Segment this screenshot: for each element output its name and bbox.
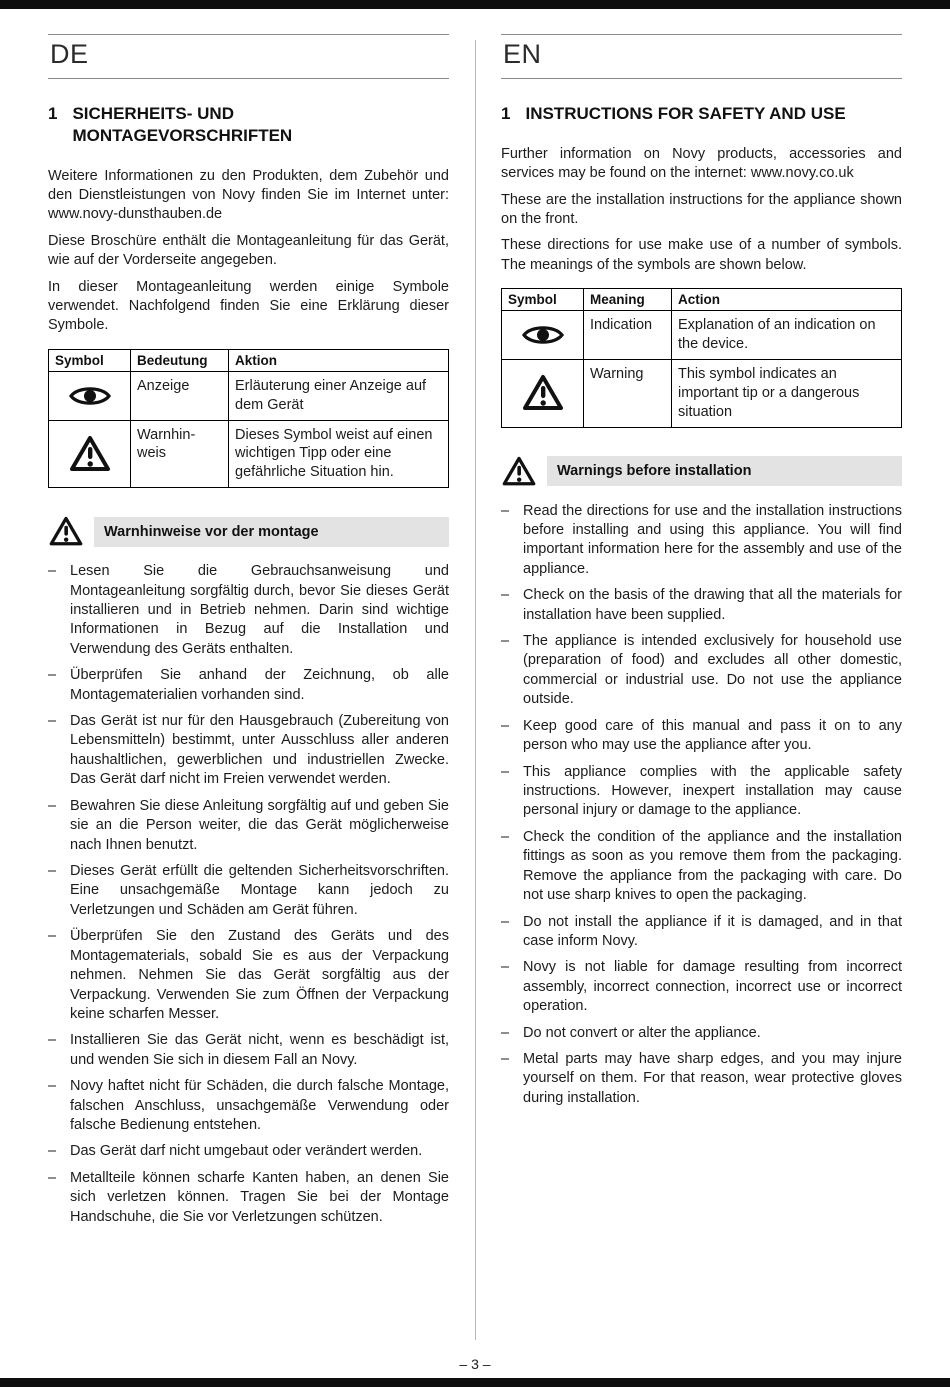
warning-banner-en bbox=[501, 455, 902, 488]
table-cell-meaning: Indication bbox=[584, 311, 672, 360]
list-item-text: Check on the basis of the drawing that all the materials for installation have been supplied. bbox=[523, 587, 902, 623]
list-item bbox=[48, 1169, 449, 1227]
list-item bbox=[501, 1024, 902, 1043]
table-header-row bbox=[502, 289, 902, 311]
table-header-action: Aktion bbox=[229, 349, 449, 371]
list-item-marker: – bbox=[48, 863, 57, 879]
list-item-text: Do not convert or alter the appliance. bbox=[523, 1024, 761, 1041]
language-code-de bbox=[48, 34, 449, 79]
list-item-marker: – bbox=[501, 1051, 510, 1068]
section-number: 1 bbox=[48, 104, 58, 123]
list-item-marker: – bbox=[501, 587, 510, 604]
table-header-meaning: Bedeutung bbox=[131, 349, 229, 371]
section-title: SICHERHEITS- UND MONTAGEVORSCHRIFTEN bbox=[72, 104, 293, 145]
table-cell-action: Dieses Symbol weist auf einen wichtigen Tipp oder eine gefährliche Situation hin. bbox=[229, 420, 449, 488]
language-label: DE bbox=[50, 39, 89, 69]
list-item-marker: – bbox=[501, 633, 510, 650]
page-number: – 3 – bbox=[459, 1356, 491, 1372]
table-cell-action: This symbol indicates an important tip or a dangerous situation bbox=[672, 359, 902, 427]
warning-icon bbox=[508, 373, 577, 413]
list-item bbox=[501, 913, 902, 952]
list-item bbox=[501, 717, 902, 756]
table-row bbox=[49, 420, 449, 488]
paragraph: These are the installation instructions for the appliance shown on the front. bbox=[501, 191, 902, 228]
intro-paragraphs-en bbox=[501, 145, 902, 276]
list-item-text: Novy is not liable for damage resulting from incorrect assembly, incorrect connection, incorrect use or incorrect operation. bbox=[523, 959, 902, 1015]
table-row bbox=[49, 371, 449, 420]
column-en bbox=[501, 34, 902, 1340]
list-item-marker: – bbox=[48, 1032, 57, 1049]
list-item-text: Novy haftet nicht für Schäden, die durch falsche Montage, falschen Anschluss, unsachgemäße Verwendung oder falsche Bedienung entstehen. bbox=[70, 1078, 449, 1134]
eye-icon bbox=[508, 322, 577, 348]
table-header-row bbox=[49, 349, 449, 371]
table-cell-meaning: Warnhin-weis bbox=[131, 420, 229, 488]
list-item bbox=[48, 562, 449, 659]
list-item bbox=[501, 958, 902, 1016]
warning-icon bbox=[48, 515, 84, 548]
list-item-marker: – bbox=[48, 667, 57, 684]
list-item-marker: – bbox=[501, 502, 510, 519]
list-item-marker: – bbox=[48, 797, 57, 814]
table-cell-action: Erläuterung einer Anzeige auf dem Gerät bbox=[229, 371, 449, 420]
list-item bbox=[48, 666, 449, 705]
table-row bbox=[502, 359, 902, 427]
table-header-meaning: Meaning bbox=[584, 289, 672, 311]
paragraph: These directions for use make use of a number of symbols. The meanings of the symbols are shown below. bbox=[501, 237, 902, 273]
list-item-text: Lesen Sie die Gebrauchsanweisung und Montageanleitung sorgfältig durch, bevor Sie dieses Gerät installieren und in Betrieb nehmen. Darin sind wichtige Informationen in Bezug auf die Installation und Verwendung des Geräts enthalten. bbox=[70, 563, 449, 657]
list-item bbox=[501, 502, 902, 580]
list-item bbox=[501, 763, 902, 821]
paragraph: Weitere Informationen zu den Produkten, dem Zubehör und den Dienstleistungen von Novy finden Sie im Internet unter: www.novy-dunsthauben.de bbox=[48, 167, 449, 223]
list-item-text: Bewahren Sie diese Anleitung sorgfältig auf und geben Sie sie an die Person weiter, die das Gerät möglicherweise nach Ihnen benutzt. bbox=[70, 797, 449, 853]
list-item bbox=[48, 862, 449, 920]
list-item-marker: – bbox=[501, 828, 510, 845]
language-label: EN bbox=[503, 39, 542, 69]
table-row bbox=[502, 311, 902, 360]
symbol-table-de bbox=[48, 349, 449, 488]
page-bottom-border bbox=[0, 1378, 950, 1387]
list-item-marker: – bbox=[48, 1143, 57, 1160]
list-item-marker: – bbox=[501, 959, 510, 976]
list-item-text: Installieren Sie das Gerät nicht, wenn es beschädigt ist, und wenden Sie sich in diesem Fall an Novy. bbox=[70, 1032, 449, 1068]
instruction-list-de bbox=[48, 562, 449, 1227]
list-item-text: Do not install the appliance if it is damaged, and in that case inform Novy. bbox=[523, 913, 902, 949]
list-item-marker: – bbox=[48, 928, 57, 945]
section-heading-de bbox=[48, 103, 449, 147]
paragraph: Further information on Novy products, accessories and services may be found on the internet: www.novy.co.uk bbox=[501, 145, 902, 182]
table-header-action: Action bbox=[672, 289, 902, 311]
table-header-symbol: Symbol bbox=[502, 289, 584, 311]
list-item-marker: – bbox=[501, 763, 510, 780]
warning-banner-de bbox=[48, 515, 449, 548]
language-code-en bbox=[501, 34, 902, 79]
list-item-marker: – bbox=[501, 913, 510, 930]
list-item-marker: – bbox=[48, 713, 57, 730]
warning-banner-title: Warnings before installation bbox=[547, 456, 902, 486]
paragraph: Diese Broschüre enthält die Montageanleitung für das Gerät, wie auf der Vorderseite angegeben. bbox=[48, 232, 449, 269]
list-item-text: Keep good care of this manual and pass it on to any person who may use the appliance after you. bbox=[523, 717, 902, 754]
intro-paragraphs-de bbox=[48, 167, 449, 336]
instruction-list-en bbox=[501, 502, 902, 1109]
table-cell-action: Explanation of an indication on the device. bbox=[672, 311, 902, 360]
list-item-text: Dieses Gerät erfüllt die geltenden Sicherheitsvorschriften. Eine unsachgemäße Montage kann jedoch zu Verletzungen und Schäden am Gerät führen. bbox=[70, 863, 449, 918]
list-item-marker: – bbox=[48, 1169, 57, 1186]
list-item bbox=[48, 1031, 449, 1070]
list-item bbox=[48, 712, 449, 790]
list-item-text: Metal parts may have sharp edges, and you may injure yourself on them. For that reason, wear protective gloves during installation. bbox=[523, 1051, 902, 1106]
paragraph: In dieser Montageanleitung werden einige Symbole verwendet. Nachfolgend finden Sie eine Erklärung dieser Symbole. bbox=[48, 278, 449, 334]
list-item-text: Das Gerät ist nur für den Hausgebrauch (Zubereitung von Lebensmitteln) bestimmt, unter Ausschluss aller anderen haushaltlichen, gewerblichen und industriellen Zwecke. Das Gerät darf nicht im Freien verwendet werden. bbox=[70, 713, 449, 788]
list-item-marker: – bbox=[501, 717, 510, 734]
list-item-text: This appliance complies with the applicable safety instructions. However, inexpert installation may cause personal injury or damage to the appliance. bbox=[523, 763, 902, 819]
table-cell-meaning: Anzeige bbox=[131, 371, 229, 420]
list-item bbox=[48, 927, 449, 1024]
list-item bbox=[48, 1142, 449, 1161]
warning-icon bbox=[55, 434, 124, 474]
list-item bbox=[501, 828, 902, 906]
list-item-marker: – bbox=[501, 1024, 510, 1041]
eye-icon bbox=[55, 383, 124, 409]
list-item-text: Metallteile können scharfe Kanten haben, an denen Sie sich verletzen können. Tragen Sie bei der Montage Handschuhe, die Sie vor Verletzungen schützen. bbox=[70, 1169, 449, 1225]
section-number: 1 bbox=[501, 104, 511, 123]
list-item-text: Überprüfen Sie den Zustand des Geräts und des Montagematerials, sobald Sie es aus der Verpackung nehmen. Nehmen Sie das Gerät sorgfältig aus der Verpackung. Verwenden Sie zum Öffnen der Verpackung keine scharfen Messer. bbox=[70, 928, 449, 1022]
table-cell-meaning: Warning bbox=[584, 359, 672, 427]
list-item bbox=[501, 586, 902, 625]
page-top-border bbox=[0, 0, 950, 9]
list-item bbox=[48, 797, 449, 855]
list-item bbox=[501, 1050, 902, 1108]
section-heading-en bbox=[501, 103, 902, 125]
column-de bbox=[48, 34, 449, 1340]
column-divider bbox=[475, 40, 476, 1340]
list-item-text: Read the directions for use and the installation instructions before installing and using this appliance. You will find important information here for the assembly and use of the appliance. bbox=[523, 502, 902, 577]
list-item-marker: – bbox=[48, 563, 57, 580]
list-item bbox=[501, 632, 902, 710]
section-title: INSTRUCTIONS FOR SAFETY AND USE bbox=[525, 104, 846, 123]
list-item-marker: – bbox=[48, 1078, 57, 1095]
list-item-text: Überprüfen Sie anhand der Zeichnung, ob alle Montagematerialien vorhanden sind. bbox=[70, 667, 449, 703]
warning-icon bbox=[501, 455, 537, 488]
list-item-text: Das Gerät darf nicht umgebaut oder verändert werden. bbox=[70, 1143, 423, 1160]
list-item bbox=[48, 1077, 449, 1135]
table-header-symbol: Symbol bbox=[49, 349, 131, 371]
symbol-table-en bbox=[501, 288, 902, 427]
list-item-text: Check the condition of the appliance and the installation fittings as soon as you remove them from the packaging. Remove the appliance from the packaging with care. Do not use sharp knives to open the packaging. bbox=[523, 828, 902, 904]
list-item-text: The appliance is intended exclusively for household use (preparation of food) and excludes all other domestic, commercial or industrial use. Do not use the appliance outside. bbox=[523, 633, 902, 708]
warning-banner-title: Warnhinweise vor der montage bbox=[94, 517, 449, 547]
